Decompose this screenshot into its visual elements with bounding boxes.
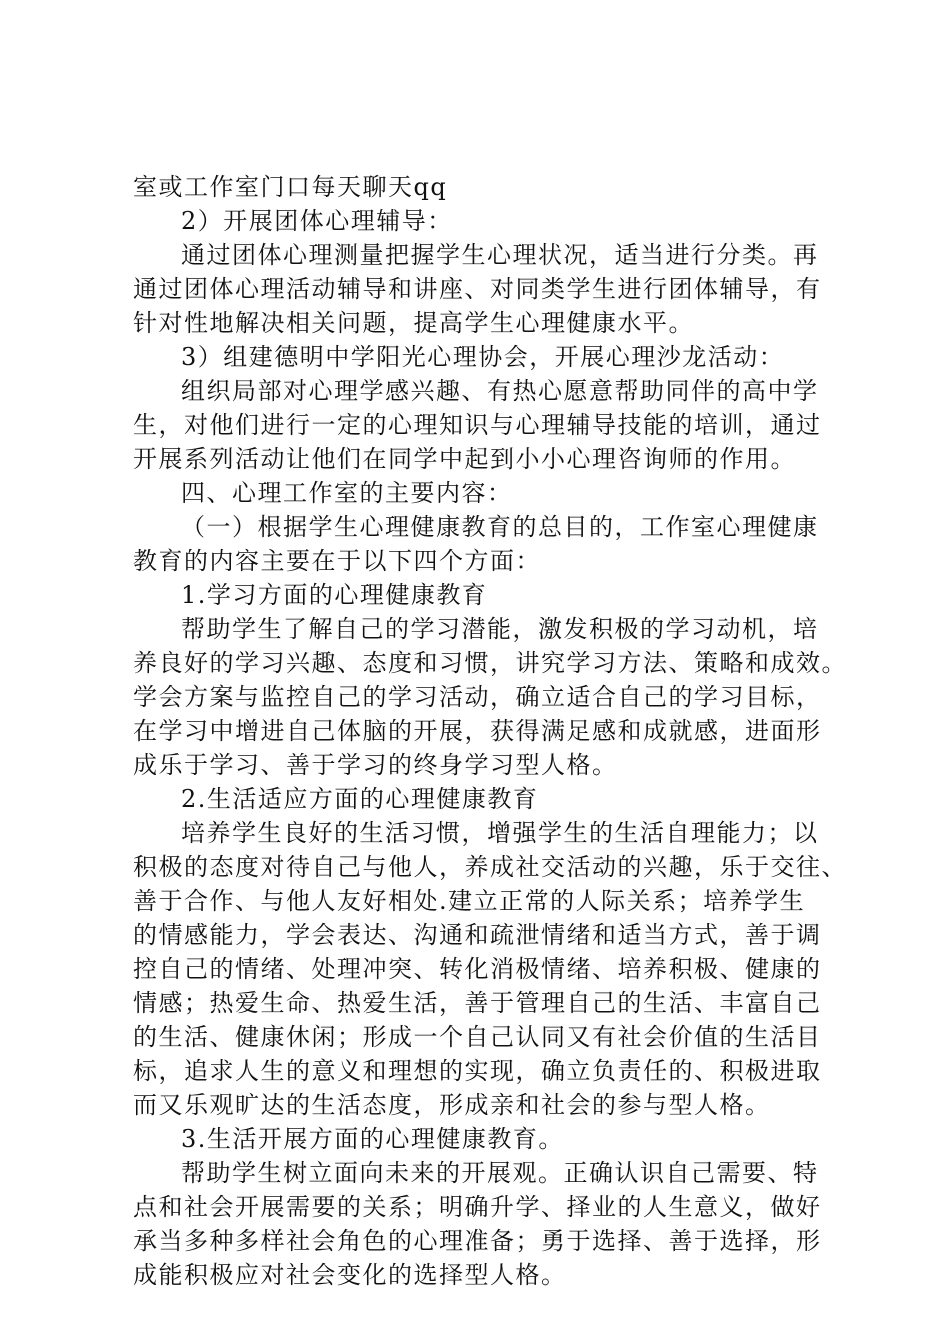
text-line: 情感；热爱生命、热爱生活，善于管理自己的生活、丰富自己 [133, 989, 822, 1017]
text-line: 控自己的情绪、处理冲突、转化消极情绪、培养积极、健康的 [133, 955, 822, 983]
text-line: 标，追求人生的意义和理想的实现，确立负责任的、积极进取 [133, 1057, 822, 1085]
text-line: 的生活、健康休闲；形成一个自己认同又有社会价值的生活目 [133, 1023, 822, 1051]
text-line: 养良好的学习兴趣、态度和习惯，讲究学习方法、策略和成效。 [133, 649, 847, 677]
text-line: 3.生活开展方面的心理健康教育。 [181, 1125, 564, 1153]
text-line: 1.学习方面的心理健康教育 [181, 581, 488, 609]
text-line: 通过团体心理测量把握学生心理状况，适当进行分类。再 [181, 241, 819, 269]
text-line: 帮助学生树立面向未来的开展观。正确认识自己需要、特 [181, 1159, 819, 1187]
text-line: 成能积极应对社会变化的选择型人格。 [133, 1261, 567, 1289]
text-line: 四、心理工作室的主要内容： [181, 479, 513, 507]
text-line: 3）组建德明中学阳光心理协会，开展心理沙龙活动： [181, 343, 785, 371]
text-line: 善于合作、与他人友好相处.建立正常的人际关系；培养学生 [133, 887, 806, 915]
text-line: 2）开展团体心理辅导： [181, 207, 453, 235]
text-line: 生，对他们进行一定的心理知识与心理辅导技能的培训，通过 [133, 411, 822, 439]
text-line: 的情感能力，学会表达、沟通和疏泄情绪和适当方式，善于调 [133, 921, 822, 949]
text-line: 而又乐观旷达的生活态度，形成亲和社会的参与型人格。 [133, 1091, 771, 1119]
text-line: （一）根据学生心理健康教育的总目的，工作室心理健康 [181, 513, 819, 541]
text-line: 室或工作室门口每天聊天qq [133, 173, 448, 201]
document-body [133, 170, 847, 1292]
text-line: 开展系列活动让他们在同学中起到小小心理咨询师的作用。 [133, 445, 796, 473]
text-line: 点和社会开展需要的关系；明确升学、择业的人生意义，做好 [133, 1193, 822, 1221]
text-line: 教育的内容主要在于以下四个方面： [133, 547, 541, 575]
text-line: 组织局部对心理学感兴趣、有热心愿意帮助同伴的高中学 [181, 377, 819, 405]
text-line: 学会方案与监控自己的学习活动，确立适合自己的学习目标， [133, 683, 822, 711]
text-line: 帮助学生了解自己的学习潜能，激发积极的学习动机，培 [181, 615, 819, 643]
text-line: 在学习中增进自己体脑的开展，获得满足感和成就感，进面形 [133, 717, 822, 745]
text-line: 通过团体心理活动辅导和讲座、对同类学生进行团体辅导，有 [133, 275, 822, 303]
text-line: 2.生活适应方面的心理健康教育 [181, 785, 539, 813]
text-line: 成乐于学习、善于学习的终身学习型人格。 [133, 751, 618, 779]
text-line: 培养学生良好的生活习惯，增强学生的生活自理能力；以 [181, 819, 819, 847]
text-line: 针对性地解决相关问题，提高学生心理健康水平。 [133, 309, 694, 337]
text-line: 积极的态度对待自己与他人，养成社交活动的兴趣，乐于交往、 [133, 853, 847, 881]
text-line: 承当多种多样社会角色的心理准备；勇于选择、善于选择，形 [133, 1227, 822, 1255]
